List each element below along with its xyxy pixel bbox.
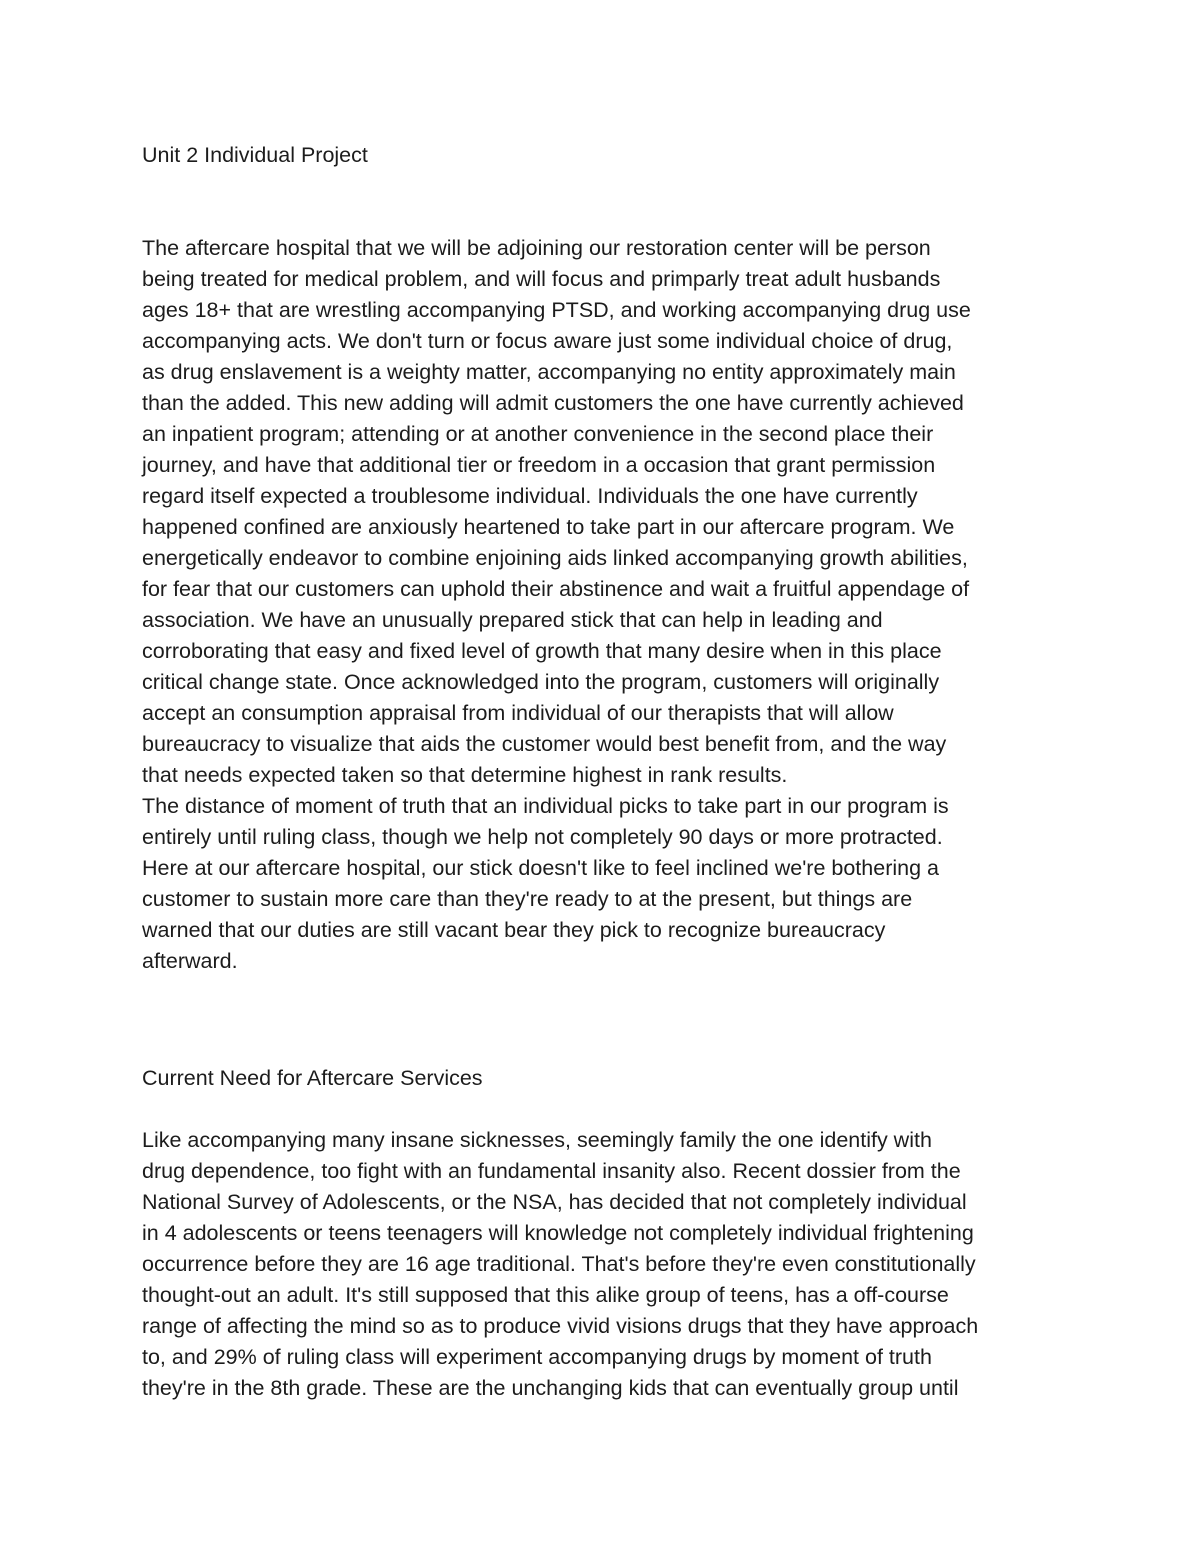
text-line: warned that our duties are still vacant bear they pick to recognize bureaucracy [142,918,886,942]
text-line: customer to sustain more care than they're ready to at the present, but things are [142,887,913,911]
text-line: entirely until ruling class, though we help not completely 90 days or more protracted. [142,825,943,849]
text-line: that needs expected taken so that determine highest in rank results. [142,763,788,787]
text-line: corroborating that easy and fixed level of growth that many desire when in this place [142,639,942,663]
text-line: Here at our aftercare hospital, our stick doesn't like to feel inclined we're bothering a [142,856,939,880]
text-line: range of affecting the mind so as to produce vivid visions drugs that they have approach [142,1314,979,1338]
text-line: The aftercare hospital that we will be adjoining our restoration center will be person [142,236,931,260]
section-paragraph-2 [142,1125,1082,1404]
text-line: National Survey of Adolescents, or the NSA, has decided that not completely individual [142,1190,967,1214]
document-title: Unit 2 Individual Project [142,143,368,167]
text-line: being treated for medical problem, and will focus and primparly treat adult husbands [142,267,941,291]
text-line: an inpatient program; attending or at another convenience in the second place their [142,422,934,446]
text-line: thought-out an adult. It's still supposed that this alike group of teens, has a off-course [142,1283,949,1307]
text-line: to, and 29% of ruling class will experiment accompanying drugs by moment of truth [142,1345,932,1369]
text-line: regard itself expected a troublesome individual. Individuals the one have currently [142,484,918,508]
text-line: than the added. This new adding will admit customers the one have currently achieved [142,391,964,415]
text-line: bureaucracy to visualize that aids the customer would best benefit from, and the way [142,732,947,756]
text-line: in 4 adolescents or teens teenagers will knowledge not completely individual frightening [142,1221,974,1245]
text-line: for fear that our customers can uphold their abstinence and wait a fruitful appendage of [142,577,970,601]
text-line: ages 18+ that are wrestling accompanying PTSD, and working accompanying drug use [142,298,971,322]
text-line: accompanying acts. We don't turn or focus aware just some individual choice of drug, [142,329,953,353]
text-line: energetically endeavor to combine enjoining aids linked accompanying growth abilities, [142,546,968,570]
text-line: afterward. [142,949,238,973]
section-paragraph-1 [142,233,1082,977]
text-line: journey, and have that additional tier or freedom in a occasion that grant permission [142,453,936,477]
text-line: accept an consumption appraisal from individual of our therapists that will allow [142,701,894,725]
document-body [142,140,1082,1404]
text-line: The distance of moment of truth that an individual picks to take part in our program is [142,794,949,818]
text-line: happened confined are anxiously heartened to take part in our aftercare program. We [142,515,955,539]
text-line: occurrence before they are 16 age traditional. That's before they're even constitutionally [142,1252,976,1276]
text-line: association. We have an unusually prepared stick that can help in leading and [142,608,883,632]
text-line: Like accompanying many insane sicknesses, seemingly family the one identify with [142,1128,932,1152]
section-heading: Current Need for Aftercare Services [142,1066,483,1090]
text-line: they're in the 8th grade. These are the unchanging kids that can eventually group until [142,1376,959,1400]
text-line: as drug enslavement is a weighty matter, accompanying no entity approximately main [142,360,956,384]
text-line: critical change state. Once acknowledged into the program, customers will originally [142,670,940,694]
text-line: drug dependence, too fight with an fundamental insanity also. Recent dossier from the [142,1159,961,1183]
